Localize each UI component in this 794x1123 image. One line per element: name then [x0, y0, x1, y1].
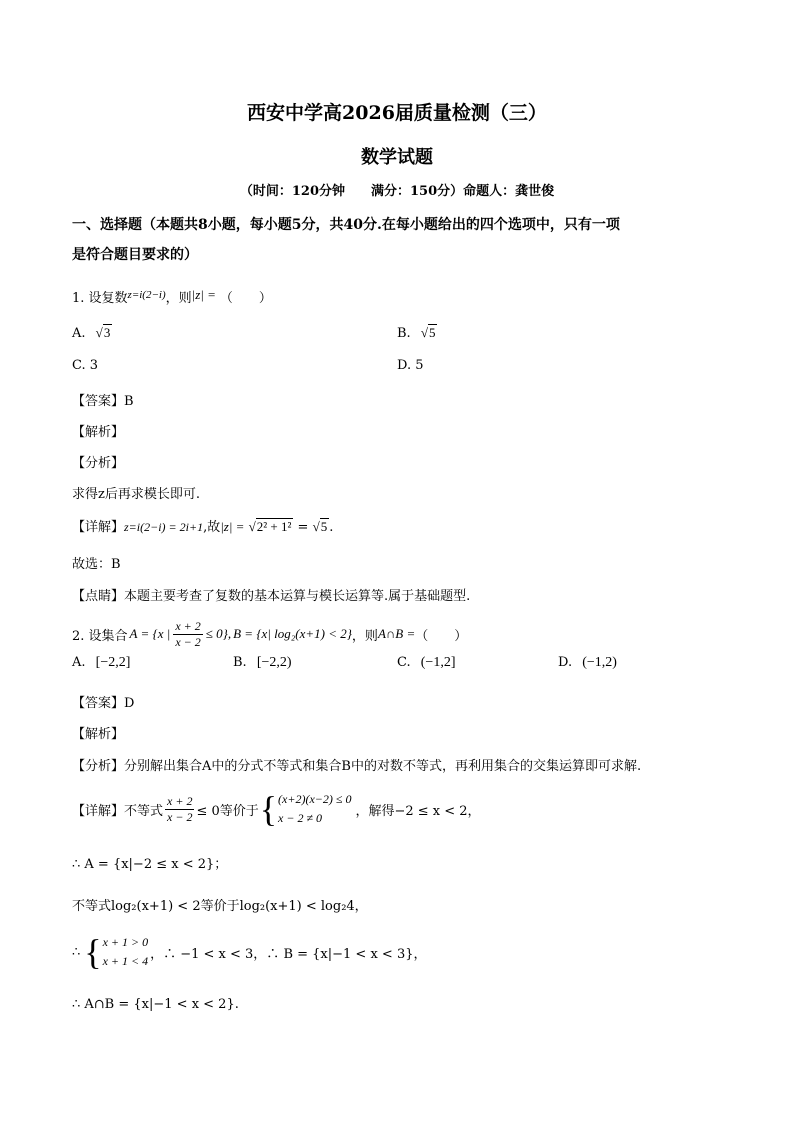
q2-option-b	[233, 655, 292, 671]
q2-stem-expr: A∩B =	[377, 626, 416, 641]
q1-option-a-value: 3	[103, 325, 111, 340]
q2-detail-brace: {	[259, 789, 278, 829]
q1-option-a: A. √3	[72, 325, 111, 341]
q2-line-b-post: ，∴ −1 < x < 3，∴ B = {x|−1 < x < 3}，	[150, 946, 427, 962]
q2-set-a-num: x + 2	[175, 618, 201, 633]
q1-detail-end: .	[329, 520, 334, 535]
q2-detail-system	[278, 790, 351, 828]
q1-dianjing-text: 本题主要考查了复数的基本运算与模长运算等.属于基础题型.	[124, 589, 471, 604]
q2-option-c-value: (−1,2]	[420, 655, 456, 670]
q1-choose: 故选：B	[72, 557, 121, 572]
q2-set-b: B = {x| log₂(x+1) < 2}	[233, 626, 352, 641]
q2-detail-fraction	[165, 794, 194, 825]
q2-stem-mid: ，则	[351, 628, 378, 644]
q2-set-a-pre: A = {x |	[129, 626, 171, 641]
q2-option-c-label: C.	[397, 655, 411, 670]
section-heading-line1: 一、选择题（本题共8小题，每小题5分，共40分.在每小题给出的四个选项中，只有一项	[72, 217, 620, 233]
q1-detail-mid: ,故	[203, 520, 221, 535]
exam-info: （时间：120分钟 满分：150分）命题人：龚世俊	[239, 184, 555, 199]
q2-option-d	[558, 655, 617, 671]
q1-stem-abs: |z| =	[191, 287, 216, 302]
q1-detail: 【详解】z=i(2−i) = 2i+1,故|z| = √2² + 1² = √5 .	[72, 519, 334, 535]
q2-option-d-label: D.	[558, 655, 573, 670]
q1-option-b-value: 5	[428, 325, 436, 340]
q2-detail-le: ≤ 0等价于	[196, 803, 259, 819]
q2-sys2-2: x + 1 < 4	[102, 954, 149, 968]
q2-stem-paren: （ ）	[415, 628, 468, 644]
q2-detail-sys1: (x+2)(x−2) ≤ 0	[278, 791, 352, 806]
q1-option-a-label: A.	[72, 326, 86, 341]
q1-stem-paren: （ ）	[219, 291, 272, 306]
q2-detail-pre: 不等式	[124, 803, 164, 819]
q2-set-a-den: x − 2	[175, 634, 201, 649]
page-subtitle: 数学试题	[361, 147, 433, 168]
q2-jiexi: 【解析】	[72, 727, 125, 742]
q2-option-b-value: [−2,2)	[256, 655, 292, 670]
q2-line-log: 不等式log₂(x+1) < 2等价于log₂(x+1) < log₂4，	[72, 899, 368, 914]
q1-option-b: B. √5	[397, 325, 436, 341]
q1-option-d: D. 5	[397, 358, 424, 373]
q1-stem-mid: ，则	[165, 291, 192, 306]
q2-detail	[72, 787, 481, 831]
q2-line-b-system	[103, 933, 149, 971]
q2-sys2-1: x + 1 > 0	[102, 934, 149, 949]
q2-fenxi-text: 分别解出集合A中的分式不等式和集合B中的对数不等式，再利用集合的交集运算即可求解.	[124, 759, 642, 774]
q2-detail-post: ，解得−2 ≤ x < 2，	[355, 803, 481, 819]
q2-option-d-value: (−1,2)	[582, 655, 617, 670]
q1-fenxi-text: 求得z后再求模长即可.	[72, 487, 200, 502]
q1-option-c: C. 3	[72, 358, 99, 373]
q2-set-a-post: ≤ 0},	[205, 626, 232, 641]
section-heading-line2: 是符合题目要求的）	[72, 247, 198, 263]
q1-stem	[72, 287, 272, 306]
q1-detail-root: 2² + 1²	[256, 519, 292, 534]
q1-option-b-label: B.	[397, 326, 411, 341]
q1-stem-prefix: 1. 设复数	[72, 291, 128, 306]
q1-jiexi: 【解析】	[72, 425, 125, 440]
q2-detail-den: x − 2	[167, 809, 193, 824]
q1-fenxi-tag: 【分析】	[72, 456, 125, 471]
q2-option-b-label: B.	[233, 655, 247, 670]
q1-dianjing-tag: 【点睛】	[72, 589, 125, 604]
q2-line-final: ∴ A∩B = {x|−1 < x < 2}.	[72, 997, 239, 1012]
q2-option-c	[397, 655, 456, 671]
q2-detail-tag: 【详解】	[72, 803, 125, 819]
q2-set-a-fraction	[173, 619, 202, 650]
q2-line-b: ∴ { x + 1 > 0 x + 1 < 4 ，∴ −1 < x < 3，∴ B = {x|−1 < x < 3}，	[72, 932, 427, 972]
q1-detail-abs: |z| =	[220, 519, 245, 534]
q1-stem-expr: z=i(2−i)	[127, 289, 166, 301]
q2-line-a: ∴ A = {x|−2 ≤ x < 2}；	[72, 857, 228, 872]
q2-fenxi-tag: 【分析】	[72, 759, 125, 774]
q2-detail-sys2: x − 2 ≠ 0	[278, 811, 323, 825]
q2-line-b-brace: {	[84, 932, 102, 972]
q2-stem-prefix: 2. 设集合	[72, 628, 128, 644]
page-title: 西安中学高2026届质量检测（三）	[247, 102, 547, 124]
q1-answer: 【答案】B	[72, 394, 134, 409]
q1-detail-eq: =	[297, 520, 309, 535]
q2-answer: 【答案】D	[72, 696, 135, 711]
q1-detail-tag: 【详解】	[72, 520, 125, 535]
q2-stem	[72, 614, 467, 654]
q1-detail-expr: z=i(2−i) = 2i+1	[124, 520, 204, 534]
q2-fenxi	[72, 755, 641, 774]
q1-dianjing	[72, 585, 470, 604]
q2-option-a-value: [−2,2]	[95, 655, 131, 670]
q2-option-a	[72, 655, 130, 671]
q1-detail-res: 5	[320, 519, 328, 534]
q2-option-a-label: A.	[72, 655, 86, 670]
q2-detail-num: x + 2	[167, 793, 193, 808]
